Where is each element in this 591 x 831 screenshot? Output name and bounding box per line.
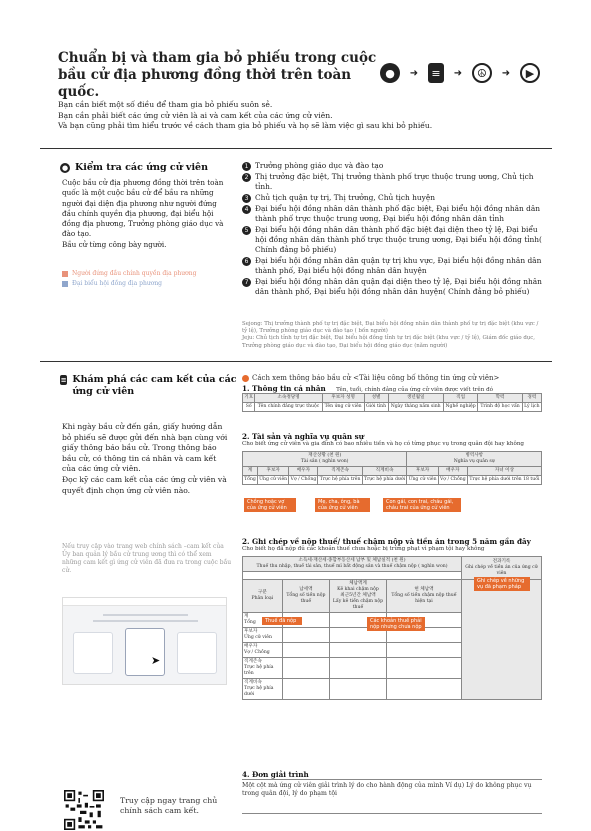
person-icon: ●	[380, 63, 400, 83]
person-icon: ●	[61, 163, 69, 172]
legend-item: Đại biểu hội đồng địa phương	[62, 280, 232, 287]
legend-swatch	[62, 271, 68, 277]
table-row: 배우자 Vợ / Chồng	[243, 643, 542, 658]
callout-criminal-record: Ghi chép về những vụ đã phạm pháp	[474, 577, 530, 591]
assets-military-table	[242, 451, 542, 485]
bullet-icon	[242, 375, 249, 382]
personal-info-table	[242, 393, 542, 412]
section2-paragraph: Đọc kỹ các cam kết của các ứng cử viên và quyết định chọn ứng cử viên nào.	[62, 474, 227, 495]
table-row: 구분 Phân loại 납세액 Tổng số tiền nộp thuế 체납액계 Kê khai chậm nộp 최근5년간 체납액 Lấy kê tiền chậm nộp thuế 현 체납액 Tổng số tiền chậm nộp thuế hiện tại	[243, 580, 542, 613]
list-item: 2 Thị trưởng đặc biệt, Thị trưởng thành phố trực thuộc trung ương, Chủ tịch tỉnh.	[242, 172, 542, 192]
table-row: 직계비속 Trực hệ phía dưới	[243, 679, 542, 700]
intro-line: Và bạn cũng phải tìm hiểu trước về cách tham gia bỏ phiếu và họ sẽ làm việc gì sau khi bỏ phiếu.	[58, 121, 433, 130]
arrow-right-icon: ➜	[501, 67, 511, 79]
divider	[40, 361, 552, 362]
table-row: 계 Tổng	[243, 613, 542, 628]
table-row: Số Tên chính đảng trực thuộc Tên ứng cử viên Giới tính Ngày tháng năm sinh Nghề nghiệp Trình độ học vấn Lý lịch	[243, 403, 542, 412]
list-item: 7 Đại biểu hội đồng nhân dân quận đại diện theo tỷ lệ, Đại biểu hội đồng nhân dân thành phố, Đại biểu hội đồng nhân dân huyện( Chính đảng bỏ phiếu)	[242, 277, 542, 297]
block1-title: 1. Thông tin cá nhân Tên, tuổi, chính đảng của ứng cử viên được viết trên đó	[242, 384, 494, 393]
page-title: Chuẩn bị và tham gia bỏ phiếu trong cuộc bầu cử địa phương đồng thời trên toàn quốc.	[58, 50, 377, 100]
table-row: 재산상황 (천 원) Tài sản ( nghìn won) 병역사항 Nghĩa vụ quân sự	[243, 452, 542, 467]
section1-body	[62, 178, 232, 250]
document-icon: ≡	[60, 376, 67, 384]
list-item: 4 Đại biểu hội đồng nhân dân thành phố đặc biệt, Đại biểu hội đồng nhân dân thành phố trực thuộc trung ương, Đại biểu hội đồng nhân dân tỉnh	[242, 204, 542, 224]
callout-tax-unpaid: Các khoản thuế phải nộp nhưng chưa nộp	[367, 617, 425, 631]
list-item: 6 Đại biểu hội đồng nhân dân quận tự trị khu vực, Đại biểu hội đồng nhân dân thành phố, Đại biểu hội đồng nhân dân huyện	[242, 256, 542, 276]
website-screenshot	[62, 597, 227, 685]
regional-note	[242, 321, 542, 350]
election-list	[242, 161, 542, 298]
explanation-box: Một cột mà ứng cử viên giải trình lý do cho hành động của mình Ví dụ) Lý do không phục vụ trong quân đội, lý do phạm tội	[242, 779, 542, 814]
intro-text	[58, 100, 538, 132]
table-row: 직계존속 Trực hệ phía trên	[243, 658, 542, 679]
legend-item: Người đứng đầu chính quyền địa phương	[62, 270, 232, 277]
legend-swatch	[62, 281, 68, 287]
intro-line: Bạn cần biết một số điều để tham gia bỏ phiếu suôn sẻ.	[58, 100, 273, 109]
arrow-right-icon: ➜	[453, 67, 463, 79]
callout-tax-paid: Thuế đã nộp	[262, 617, 302, 625]
peace-icon: ☮	[472, 63, 492, 83]
callout-ancestors: Mẹ, cha, ông, bà của ứng cử viên	[315, 498, 370, 512]
note-line: Sejong: Thị trưởng thành phố tự trị đặc biệt, Đại biểu hội đồng nhân dân thành phố tự trị đặc biệt (khu vực / tỷ lệ), Trưởng phòng giáo dục và đào tạo ( bốn người)	[242, 321, 539, 335]
table-row: Tổng Ứng cử viên Vợ / Chồng Trực hệ phía trên Trực hệ phía dưới Ứng cử viên Vợ / Chồng Trực hệ phía dưới trên 18 tuổi	[243, 476, 542, 485]
section1-paragraph: Cuộc bầu cử địa phương đồng thời trên toàn quốc là một cuộc bầu cử để bầu ra những người đại diện địa phương như người đứng đầu chính quyền địa phương, đại biểu hội đồng địa phương, Trưởng phòng giáo dục và đào tạo.	[62, 178, 224, 239]
table-row: 후보자 Ứng cử viên	[243, 628, 542, 643]
play-icon: ▶	[520, 63, 540, 83]
list-item: 1 Trưởng phòng giáo dục và đào tạo	[242, 161, 542, 171]
block2-title: 2. Tài sản và nghĩa vụ quân sự Cho biết ứng cử viên và gia đình có bao nhiêu tiền và họ có từng phục vụ trong quân đội hay không	[242, 432, 525, 447]
section1-paragraph: Bầu cử từng công bày người.	[62, 239, 167, 249]
arrow-right-icon: ➜	[409, 67, 419, 79]
document-icon: ≡	[428, 63, 444, 83]
section2-body	[62, 422, 232, 496]
section2-title: ≡ Khám phá các cam kết của các ứng cử viên	[60, 374, 237, 397]
section2-paragraph: Khi ngày bầu cử đến gần, giấy hướng dẫn bỏ phiếu sẽ được gửi đến nhà bạn cùng với giấy thông báo bầu cử. Trong thông báo bầu cử, có thông tin cá nhân và cam kết của các ứng cử viên.	[62, 422, 228, 474]
browser-bar	[63, 598, 226, 606]
list-item: 3 Chủ tịch quận tự trị, Thị trưởng, Chủ tịch huyện	[242, 193, 542, 203]
section1-title: ● Kiểm tra các ứng cử viên	[61, 162, 208, 173]
website-note: Nếu truy cập vào trang web chính sách –cam kết của Ủy ban quản lý bầu cử trung ương thì có thể xem những cam kết gì ứng cử viên đã đưa ra trong cuộc bầu cử.	[62, 543, 232, 574]
callout-descendants: Con gái, con trai, cháu gái, cháu trai của ứng cử viên	[383, 498, 461, 512]
block3-title: 2. Ghi chép về nộp thuế/ thuế chậm nộp và tiền án trong 5 năm gần đây Cho biết họ đã nộp đủ các khoản thuế chưa hoặc bị trừng phạt vì phạm tội hay không	[242, 537, 531, 552]
table-row: 소득세·재산세·종합부동산세 납부 및 체납실적 (천 원) Thuế thu nhập, thuế tài sản, thuế mĩ bất động sản và thuế chậm nộp ( nghìn won) 전과기록 Ghi chép về tiền án của ứng cử viên	[243, 557, 542, 572]
list-item: 5 Đại biểu hội đồng nhân dân thành phố đặc biệt đại diện theo tỷ lệ, Đại biểu hội đồng nhân dân thành phố trực thuộc trung ương, Đại biểu hội đồng tỉnh( Chính đảng bỏ phiếu)	[242, 225, 542, 255]
callout-spouse: Chồng hoặc vợ của ứng cử viên	[244, 498, 296, 512]
process-flow	[380, 60, 540, 86]
table-row: 기호 소속정당명 후보자 성명 성별 생년월일 직업 학력 경력	[243, 394, 542, 403]
block4-title: 4. Đơn giải trình	[242, 770, 309, 779]
notice-heading: Cách xem thông báo bầu cử <Tài liệu công bố thông tin ứng cử viên>	[242, 374, 542, 382]
qr-caption: Truy cập ngay trang chủ chính sách cam kết.	[120, 796, 218, 815]
cursor-icon: ➤	[151, 654, 161, 667]
qr-code-icon[interactable]	[64, 790, 104, 830]
table-row: 계 후보자 배우자 직계존속 직계비속 후보자 배우자 자녀 이상	[243, 467, 542, 476]
intro-line: Bạn cần phải biết các ứng cử viên là ai và cam kết của các ứng cử viên.	[58, 110, 333, 120]
note-line: Jeju: Chủ tịch tỉnh tự trị đặc biệt, Đại biểu hội đồng tỉnh tự trị đặc biệt (khu vực / tỷ lệ), Giám đốc giáo dục, Trưởng phòng giáo dục và đào tạo, Đại biểu hội đồng giáo dục (năm người)	[242, 335, 536, 349]
divider	[40, 148, 552, 149]
